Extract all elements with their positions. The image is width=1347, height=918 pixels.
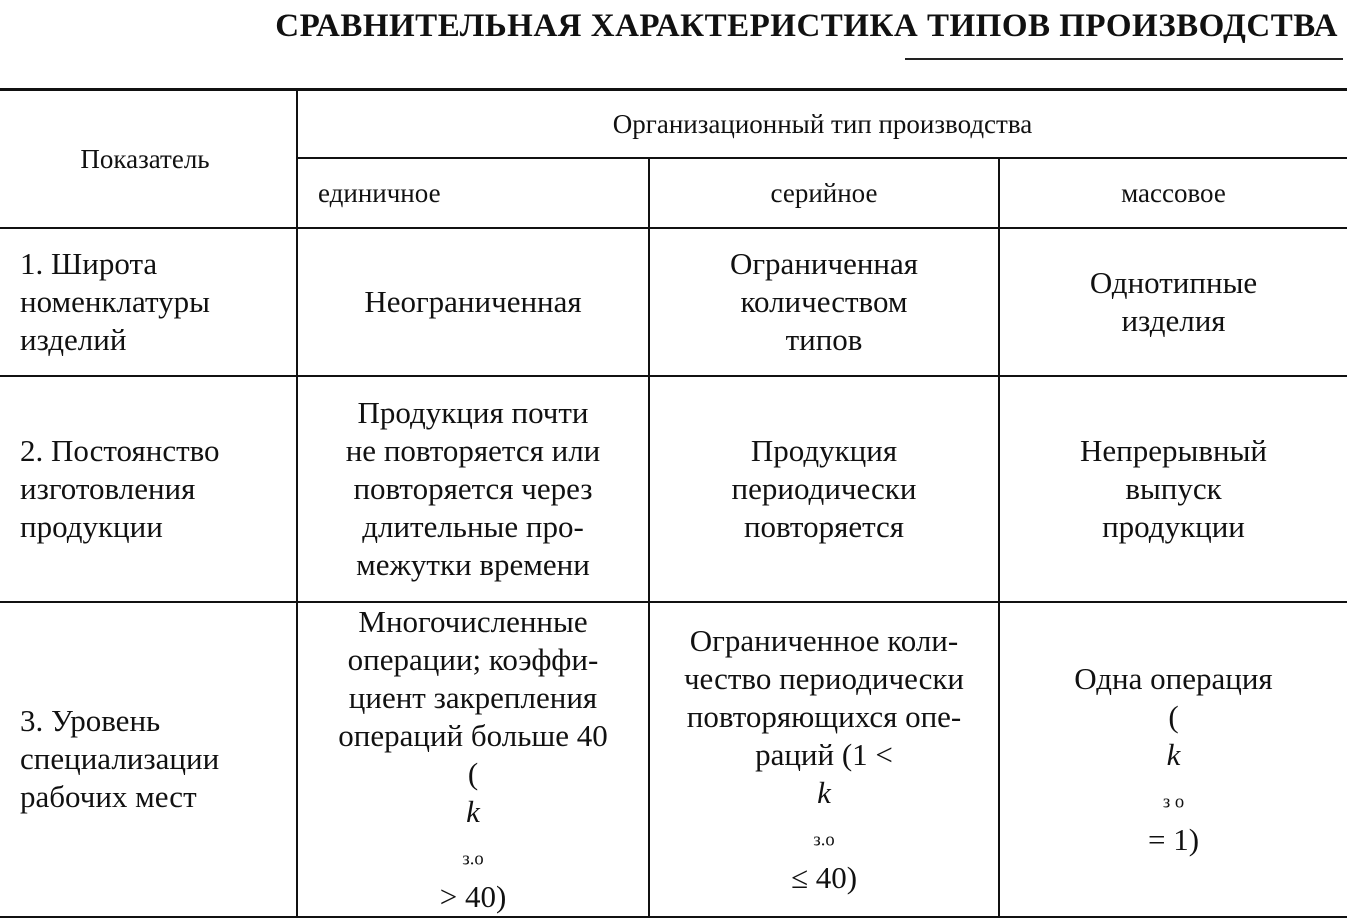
title-underline — [905, 58, 1343, 60]
formula-mass: ( k $_{з о}$ = 1) — [1147, 698, 1200, 858]
row-indicator: 3. Уровень специализации рабочих мест — [0, 602, 297, 918]
cell-mass: Однотипные изделия — [999, 228, 1347, 376]
table-row — [0, 228, 1347, 376]
table-row — [0, 602, 1347, 918]
row-indicator: 2. Постоянство изготовления продукции — [0, 376, 297, 602]
header-indicator: Показатель — [0, 90, 297, 228]
cell-single: Многочисленные операции; коэффи- циент закрепления операций больше 40 ( k $_{з.о}$ > 40) — [297, 602, 649, 918]
formula-single: ( k $_{з.о}$ > 40) — [439, 755, 507, 915]
page-title: СРАВНИТЕЛЬНАЯ ХАРАКТЕРИСТИКА ТИПОВ ПРОИЗВОДСТВА — [275, 8, 1338, 44]
formula-serial: раций (1 < k $_{з.о}$ ≤ 40) — [755, 736, 893, 896]
table-row — [0, 376, 1347, 602]
header-column-serial: серийное — [649, 158, 999, 228]
cell-serial: Ограниченное коли- чество периодически повторяющихся опе- раций (1 < k $_{з.о}$ ≤ 40) — [649, 602, 999, 918]
header-column-single: единичное — [297, 158, 649, 228]
header-column-mass: массовое — [999, 158, 1347, 228]
cell-serial: Продукция периодически повторяется — [649, 376, 999, 602]
header-production-type: Организационный тип производства — [297, 90, 1347, 158]
cell-serial: Ограниченная количеством типов — [649, 228, 999, 376]
row-indicator: 1. Широта номенклатуры изделий — [0, 228, 297, 376]
cell-mass: Одна операция ( k $_{з о}$ = 1) — [999, 602, 1347, 918]
cell-mass: Непрерывный выпуск продукции — [999, 376, 1347, 602]
header-row-group — [0, 90, 1347, 158]
cell-single: Продукция почти не повторяется или повторяется через длительные про- межутки времени — [297, 376, 649, 602]
comparison-table — [0, 88, 1347, 918]
cell-single: Неограниченная — [297, 228, 649, 376]
